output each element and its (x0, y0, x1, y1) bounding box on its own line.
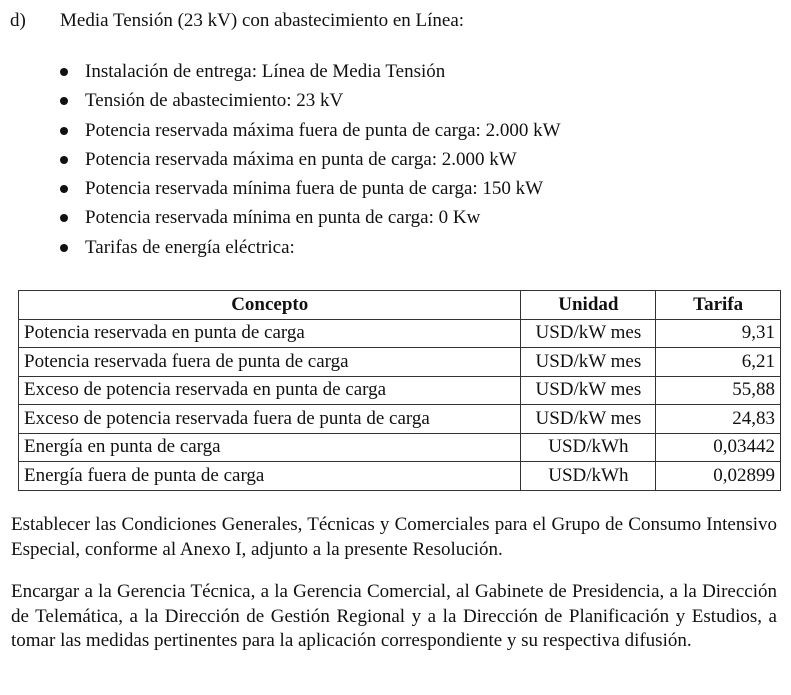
list-item (58, 204, 561, 233)
cell-concepto: Potencia reservada fuera de punta de carga (19, 348, 521, 377)
table-row (19, 348, 781, 377)
section-title: Media Tensión (23 kV) con abastecimiento en Línea: (60, 10, 465, 31)
bullet-icon (60, 214, 68, 222)
bullet-text: Potencia reservada mínima en punta de carga: 0 Kw (85, 207, 481, 229)
bullet-icon (60, 97, 68, 105)
cell-concepto: Energía fuera de punta de carga (19, 462, 521, 491)
cell-unidad: USD/kW mes (521, 405, 656, 434)
table-header-row (19, 291, 781, 320)
list-item (58, 87, 561, 116)
bullet-text: Tarifas de energía eléctrica: (85, 236, 295, 258)
list-item (58, 58, 561, 87)
header-concepto: Concepto (19, 291, 521, 320)
bullet-icon (60, 127, 68, 135)
tariff-table (18, 290, 781, 491)
header-tarifa: Tarifa (656, 291, 781, 320)
cell-tarifa: 0,02899 (656, 462, 781, 491)
cell-unidad: USD/kWh (521, 433, 656, 462)
cell-tarifa: 24,83 (656, 405, 781, 434)
paragraph-encargar: Encargar a la Gerencia Técnica, a la Gerencia Comercial, al Gabinete de Presidencia, a la Dirección de Telemática, a la Dirección de Gestión Regional y a la Dirección de Planificación y Estudios, a tomar las medidas pertinentes para la aplicación correspondiente y su respectiva difusión. (11, 581, 777, 651)
bullet-text: Potencia reservada máxima en punta de carga: 2.000 kW (85, 148, 517, 170)
cell-tarifa: 6,21 (656, 348, 781, 377)
bullet-icon (60, 185, 68, 193)
table-row (19, 405, 781, 434)
bullet-icon (60, 68, 68, 76)
table-row (19, 376, 781, 405)
cell-unidad: USD/kW mes (521, 376, 656, 405)
bullet-icon (60, 156, 68, 164)
paragraph-condiciones: Establecer las Condiciones Generales, Técnicas y Comerciales para el Grupo de Consumo Intensivo Especial, conforme al Anexo I, adjunto a la presente Resolución. (11, 514, 777, 560)
bullet-text: Tensión de abastecimiento: 23 kV (85, 90, 344, 112)
bullet-text: Instalación de entrega: Línea de Media Tensión (85, 61, 446, 82)
bullet-text: Potencia reservada máxima fuera de punta de carga: 2.000 kW (85, 119, 561, 141)
cell-concepto: Energía en punta de carga (19, 433, 521, 462)
cell-concepto: Exceso de potencia reservada en punta de carga (19, 376, 521, 405)
section-letter: d) (10, 10, 26, 31)
table-row (19, 462, 781, 491)
table-row (19, 433, 781, 462)
cell-concepto: Exceso de potencia reservada fuera de punta de carga (19, 405, 521, 434)
cell-tarifa: 55,88 (656, 376, 781, 405)
cell-concepto: Potencia reservada en punta de carga (19, 319, 521, 348)
list-item (58, 234, 561, 263)
header-unidad: Unidad (521, 291, 656, 320)
cell-tarifa: 9,31 (656, 319, 781, 348)
bullet-text: Potencia reservada mínima fuera de punta de carga: 150 kW (85, 178, 544, 200)
list-item (58, 117, 561, 146)
cell-tarifa: 0,03442 (656, 433, 781, 462)
bullet-icon (60, 244, 68, 252)
cell-unidad: USD/kW mes (521, 319, 656, 348)
bullet-list (58, 58, 561, 263)
list-item (58, 175, 561, 204)
list-item (58, 146, 561, 175)
cell-unidad: USD/kWh (521, 462, 656, 491)
table-row (19, 319, 781, 348)
cell-unidad: USD/kW mes (521, 348, 656, 377)
